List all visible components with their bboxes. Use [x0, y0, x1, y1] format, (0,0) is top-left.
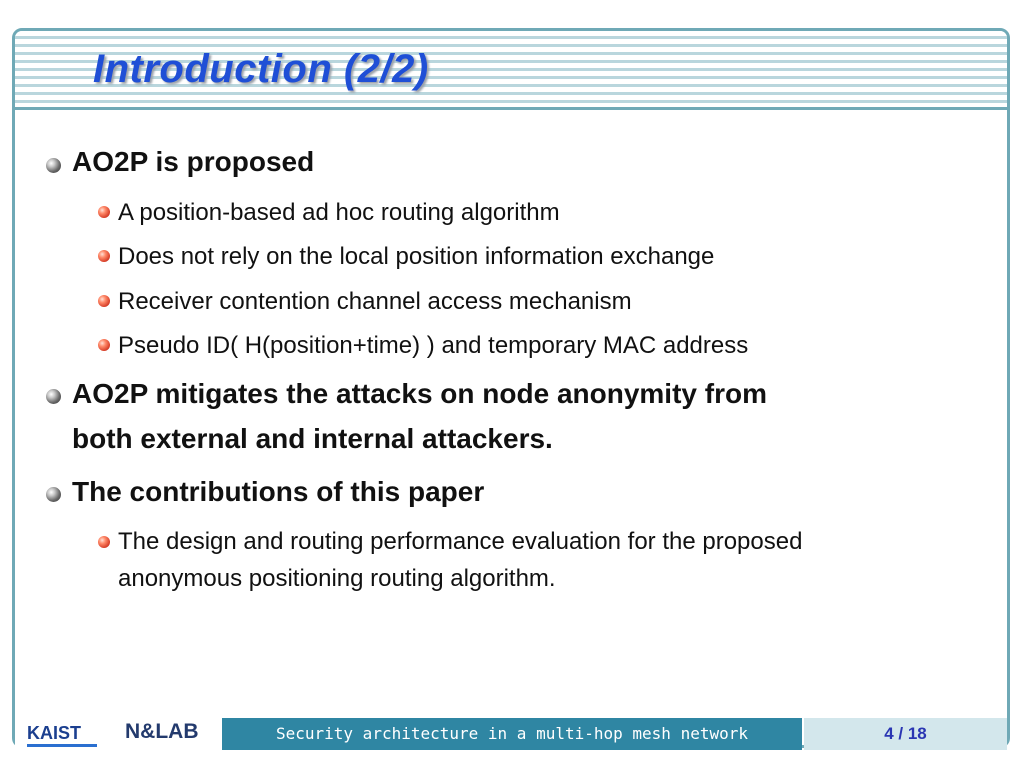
- subbullet-icon: [98, 536, 110, 548]
- bullet-icon: [46, 389, 61, 404]
- subbullet-1-1: A position-based ad hoc routing algorithm: [118, 199, 560, 226]
- header-divider: [15, 107, 1007, 110]
- page-number: 4 / 18: [804, 718, 1007, 750]
- kaist-logo: KAIST: [27, 723, 97, 745]
- subbullet-icon: [98, 295, 110, 307]
- subbullet-icon: [98, 206, 110, 218]
- bullet-3-text: The contributions of this paper: [72, 476, 485, 507]
- slide-title: Introduction (2/2): [93, 47, 429, 91]
- footer-logo-area: [15, 718, 222, 750]
- subbullet-icon: [98, 339, 110, 351]
- footer-presentation-title: Security architecture in a multi-hop mesh network: [222, 718, 802, 750]
- bullet-2-line-2: both external and internal attackers.: [72, 423, 553, 454]
- subbullet-3-1-line-1: The design and routing performance evaluation for the proposed: [118, 528, 803, 555]
- subbullet-1-2: Does not rely on the local position information exchange: [118, 243, 715, 270]
- nslab-logo: N&LAB: [125, 720, 199, 743]
- subbullet-1-4: Pseudo ID( H(position+time) ) and temporary MAC address: [118, 332, 749, 359]
- subbullet-icon: [98, 250, 110, 262]
- bullet-icon: [46, 158, 61, 173]
- header-band: [15, 31, 1007, 107]
- subbullet-3-1-line-2: anonymous positioning routing algorithm.: [118, 565, 556, 592]
- bullet-1-text: AO2P is proposed: [72, 146, 315, 177]
- bullet-2-line-1: AO2P mitigates the attacks on node anonymity from: [72, 378, 767, 409]
- subbullet-1-3: Receiver contention channel access mechanism: [118, 288, 632, 315]
- bullet-icon: [46, 487, 61, 502]
- slide-footer: [12, 716, 1010, 752]
